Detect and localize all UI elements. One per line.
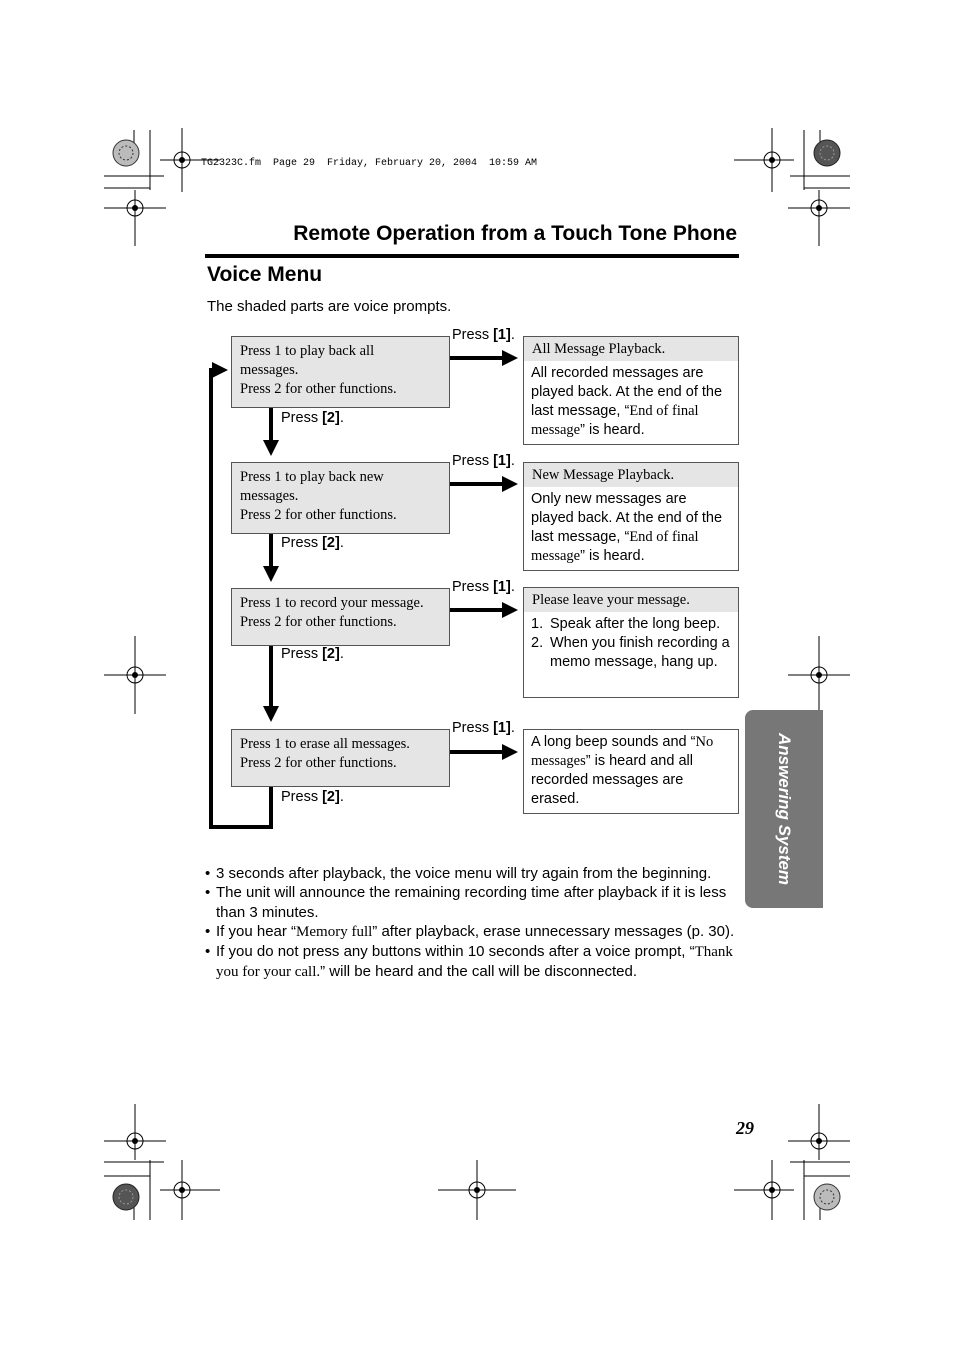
result-voice-prompt: All Message Playback. xyxy=(524,337,738,361)
result-description xyxy=(524,612,738,675)
page-title: Remote Operation from a Touch Tone Phone xyxy=(293,222,737,245)
press1-label-step4: Press [1]. xyxy=(452,720,515,736)
voice-prompt-erase: Press 1 to erase all messages. Press 2 for other functions. xyxy=(231,729,450,787)
list-item: • If you hear “Memory full” after playback, erase unnecessary messages (p. 30). xyxy=(205,922,735,940)
file-info: TG2323C.fm Page 29 Friday, February 20, 2004 10:59 AM xyxy=(201,158,538,169)
press2-label-step3: Press [2]. xyxy=(281,646,344,662)
result-voice-prompt: Please leave your message. xyxy=(524,588,738,612)
result-box-play-new xyxy=(523,462,739,571)
result-description: Only new messages are played back. At the end of the last message, “End of final message” is heard. xyxy=(531,491,723,564)
list-item: 1. Speak after the long beep. xyxy=(531,616,721,632)
press2-label-step4: Press [2]. xyxy=(281,789,344,805)
list-item: • 3 seconds after playback, the voice menu will try again from the beginning. xyxy=(205,865,712,882)
voice-prompt-play-all: Press 1 to play back all messages. Press 2 for other functions. xyxy=(231,336,450,408)
list-item: • If you do not press any buttons within 10 seconds after a voice prompt, “Thank you for your call.” will be heard and the call will be disconnected. xyxy=(205,943,733,981)
section-title: Voice Menu xyxy=(207,263,323,286)
result-box-record xyxy=(523,587,739,698)
result-box-erase xyxy=(523,729,739,814)
section-side-tab xyxy=(745,710,823,908)
notes-list xyxy=(205,864,745,983)
voice-prompt-record: Press 1 to record your message. Press 2 for other functions. xyxy=(231,588,450,646)
result-box-play-all xyxy=(523,336,739,445)
side-tab-label: Answering System xyxy=(775,732,794,886)
result-voice-prompt: New Message Playback. xyxy=(524,463,738,487)
list-item: • The unit will announce the remaining recording time after playback if it is less than 3 minutes. xyxy=(205,884,727,921)
list-item: 2. When you finish recording a memo message, hang up. xyxy=(531,635,730,670)
press1-label-step3: Press [1]. xyxy=(452,579,515,595)
press1-label-step2: Press [1]. xyxy=(452,453,515,469)
result-description: A long beep sounds and “No messages” is heard and all recorded messages are erased. xyxy=(531,734,714,807)
press2-label-step1: Press [2]. xyxy=(281,410,344,426)
page-number: 29 xyxy=(736,1118,754,1138)
press1-label-step1: Press [1]. xyxy=(452,327,515,343)
section-intro: The shaded parts are voice prompts. xyxy=(207,298,452,315)
voice-prompt-play-new: Press 1 to play back new messages. Press 2 for other functions. xyxy=(231,462,450,534)
result-description: All recorded messages are played back. At the end of the last message, “End of final message” is heard. xyxy=(531,365,723,438)
press2-label-step2: Press [2]. xyxy=(281,535,344,551)
